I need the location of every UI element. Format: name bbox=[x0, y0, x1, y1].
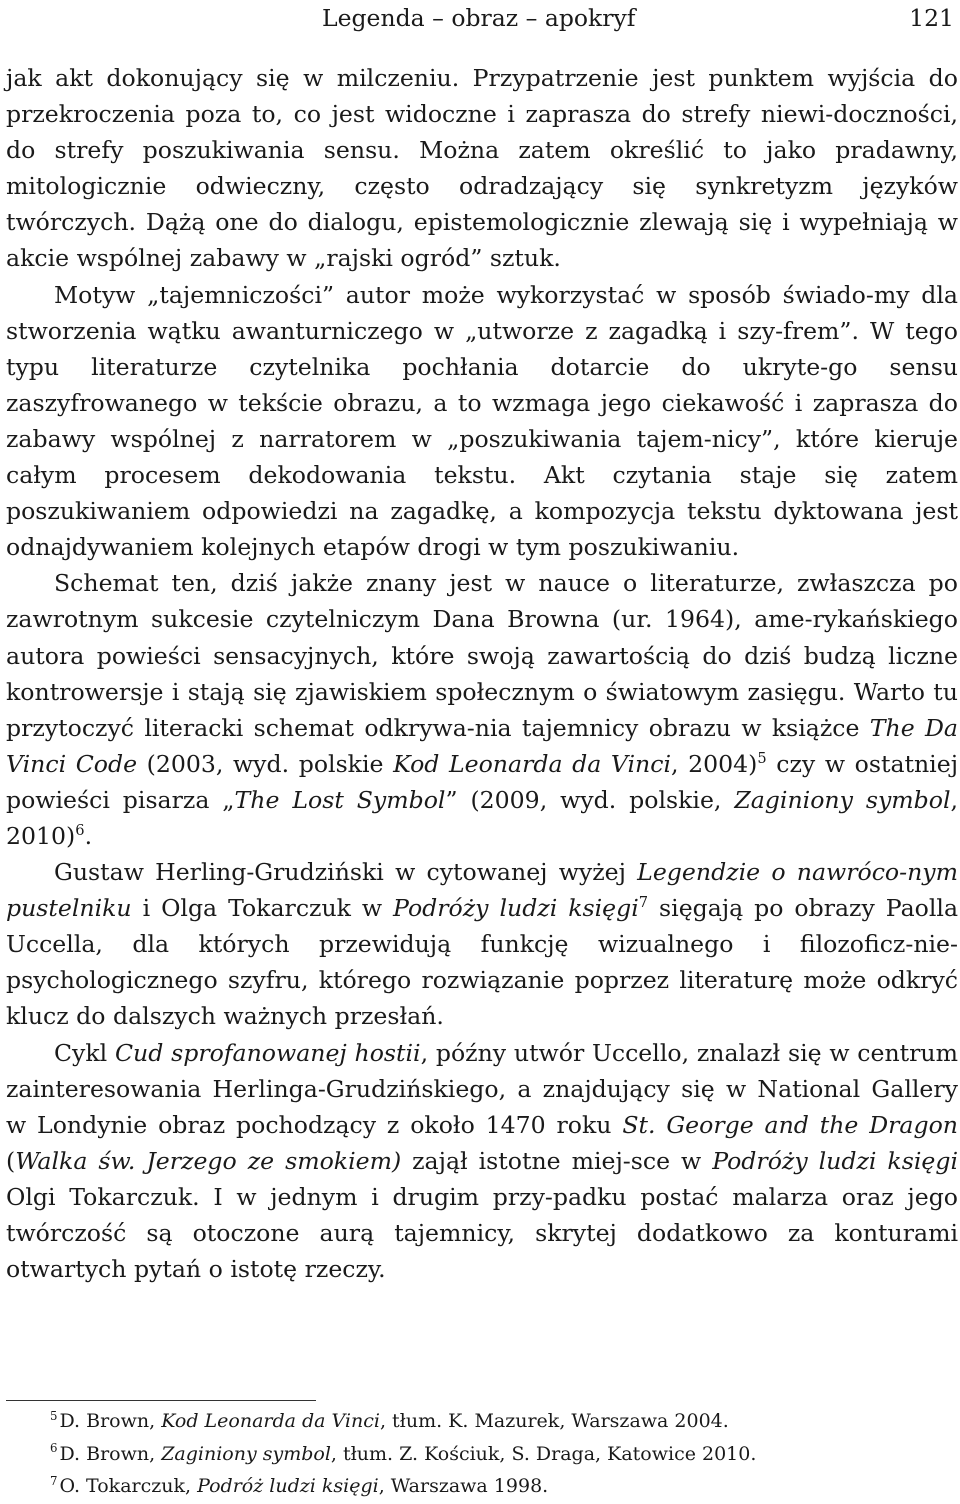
paragraph-4: Gustaw Herling-Grudziński w cytowanej wyżej Legendzie o nawróco-nym pustelniku i Olga Tokarczuk w Podróży ludzi księgi$^7$ sięgają po obrazy Paolla Uccella, dla których przewidują funkcję wizualnego i filozoficz-nie-psychologicznego szyfru, którego rozwiązanie poprzez literaturę może odkryć klucz do dalszych ważnych przesłań. bbox=[6, 858, 959, 1031]
footnote: $^7$ O. Tokarczuk, Podróż ludzi księgi, Warszawa 1998. bbox=[50, 1473, 549, 1497]
book-title: The Lost Symbol bbox=[234, 785, 446, 814]
main-text bbox=[6, 60, 958, 1287]
book-title: Podróży ludzi księgi bbox=[393, 894, 639, 923]
page-number: 121 bbox=[909, 4, 954, 32]
book-title: Legendzie o nawróco-nym pustelniku bbox=[6, 858, 958, 923]
footnote-mark: 6 bbox=[50, 1441, 58, 1456]
book-page bbox=[6, 0, 958, 1504]
footnote-ref: 5 bbox=[757, 749, 767, 767]
footnote-separator bbox=[6, 1400, 316, 1401]
paragraph-3: Schemat ten, dziś jakże znany jest w nauce o literaturze, zwłaszcza po zawrotnym sukcesie czytelniczym Dana Browna (ur. 1964), ame-rykańskiego autora powieści sensacyjnych, które swoją zawartością do dziś budzą liczne kontrowersje i stają się zjawiskiem społecznym o światowym zasięgu. Warto tu przytoczyć literacki schemat odkrywa-nia tajemnicy obrazu w książce The Da Vinci Code (2003, wyd. polskie Kod Leonarda da Vinci, 2004)$^5$ czy w ostatniej powieści pisarza „The Lost Symbol” (2009, wyd. polskie, Zaginiony symbol, 2010)$^6$. bbox=[6, 569, 959, 850]
book-title: Podróży ludzi księgi bbox=[712, 1146, 958, 1175]
footnotes bbox=[50, 1405, 950, 1503]
book-title: Zaginiony symbol bbox=[734, 785, 951, 814]
footnote: $^5$ D. Brown, Kod Leonarda da Vinci, tłum. K. Mazurek, Warszawa 2004. bbox=[50, 1408, 729, 1432]
footnote: $^6$ D. Brown, Zaginiony symbol, tłum. Z. Kościuk, S. Draga, Katowice 2010. bbox=[50, 1441, 757, 1465]
running-header bbox=[6, 2, 958, 34]
paragraph-2: Motyw „tajemniczości” autor może wykorzystać w sposób świado-my dla stworzenia wątku awanturniczego w „utworze z zagadką i szy-frem”. W tego typu literaturze czytelnika pochłania dotarcie do ukryte-go sensu zaszyfrowanego w tekście obrazu, a to wzmaga jego ciekawość i zaprasza do zabawy wspólnej z narratorem w „poszukiwania tajem-nicy”, które kieruje całym procesem dekodowania tekstu. Akt czytania staje się zatem poszukiwaniem odpowiedzi na zagadkę, a kompozycja tekstu dyktowana jest odnajdywaniem kolejnych etapów drogi w tym poszukiwaniu. bbox=[6, 280, 958, 562]
paragraph-5: Cykl Cud sprofanowanej hostii, późny utwór Uccello, znalazł się w centrum zainteresowania Herlinga-Grudzińskiego, a znajdujący się w National Gallery w Londynie obraz pochodzący z około 1470 roku St. George and the Dragon (Walka św. Jerzego ze smokiem) zajął istotne miej-sce w Podróży ludzi księgi Olgi Tokarczuk. I w jednym i drugim przy-padku postać malarza oraz jego twórczość są otoczone aurą tajemnicy, skrytej dodatkowo za konturami otwartych pytań o istotę rzeczy. bbox=[6, 1038, 959, 1284]
footnote-mark: 7 bbox=[50, 1473, 58, 1488]
running-title: Legenda – obraz – apokryf bbox=[322, 4, 636, 32]
artwork-title: Walka św. Jerzego ze smokiem) bbox=[15, 1146, 402, 1175]
footnote-ref: 6 bbox=[75, 822, 85, 840]
artwork-title: St. George and the Dragon bbox=[622, 1110, 958, 1139]
paragraph-1: jak akt dokonujący się w milczeniu. Przypatrzenie jest punktem wyjścia do przekroczenia poza to, co jest widoczne i zaprasza do strefy niewi-doczności, do strefy poszukiwania sensu. Można zatem określić to jako pradawny, mitologicznie odwieczny, często odradzający się synkretyzm języków twórczych. Dążą one do dialogu, epistemologicznie zlewają się i wypełniają w akcie wspólnej zabawy w „rajski ogród” sztuk. bbox=[6, 64, 958, 273]
book-title: Kod Leonarda da Vinci bbox=[393, 749, 672, 778]
footnote-mark: 5 bbox=[50, 1408, 58, 1423]
artwork-title: Cud sprofanowanej hostii bbox=[115, 1038, 421, 1067]
book-title: The Da Vinci Code bbox=[6, 713, 958, 778]
footnote-ref: 7 bbox=[638, 894, 649, 912]
